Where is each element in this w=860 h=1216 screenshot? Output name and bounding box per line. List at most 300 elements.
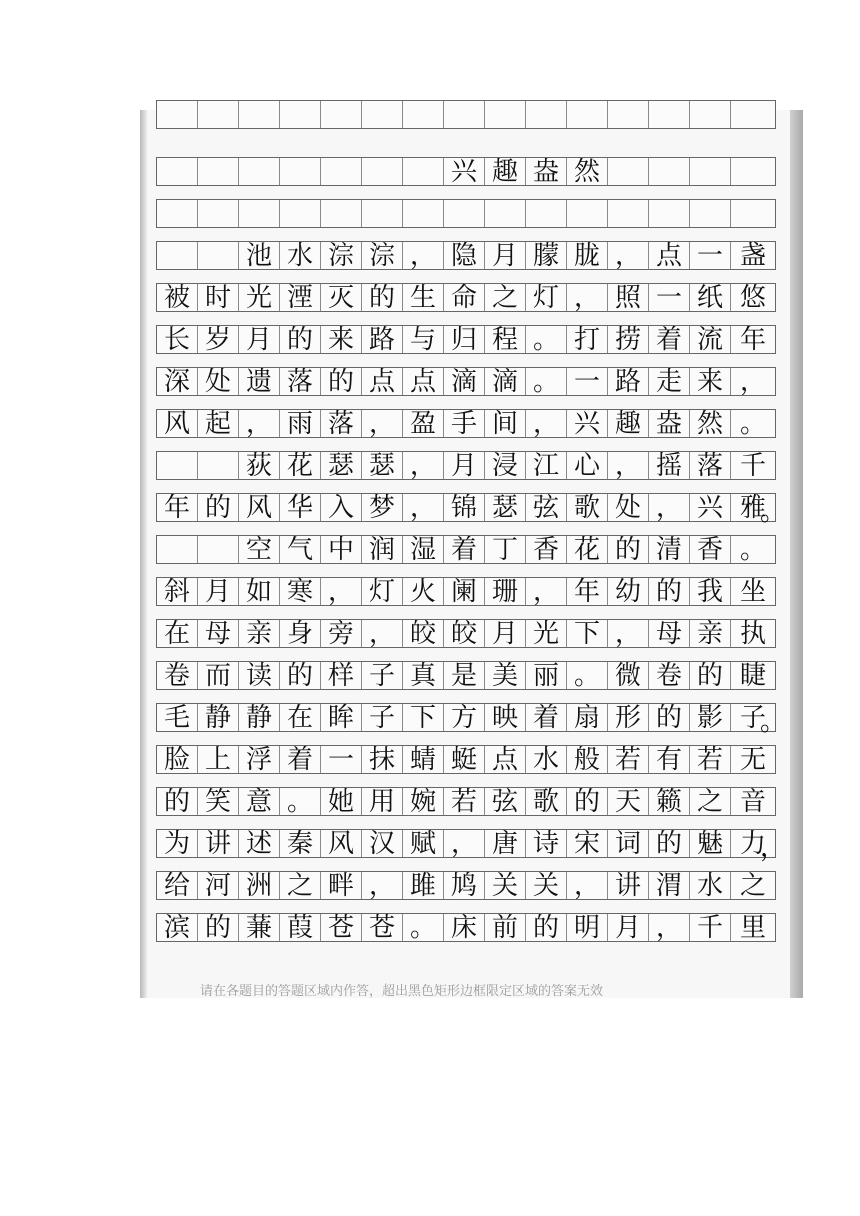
footer-notice-strip xyxy=(200,984,760,1000)
grid-cell: 光 xyxy=(526,620,567,647)
grid-row xyxy=(156,577,776,606)
grid-cell: 的 xyxy=(526,914,567,941)
grid-cell: 归 xyxy=(444,326,485,353)
grid-cell: 子 xyxy=(739,702,766,733)
grid-cell: 。 xyxy=(280,788,321,815)
grid-cell: ， xyxy=(321,578,362,605)
grid-cell: 年 xyxy=(739,324,766,355)
grid-cell: 之 xyxy=(690,788,731,815)
grid-cell: 微 xyxy=(608,662,649,689)
grid-cell xyxy=(157,536,198,563)
grid-cell xyxy=(731,200,775,227)
grid-cell: 上 xyxy=(198,746,239,773)
grid-cell: 江 xyxy=(526,452,567,479)
grid-cell: 雅 xyxy=(739,492,766,523)
grid-cell: 照 xyxy=(608,284,649,311)
grid-cell: 音 xyxy=(739,786,766,817)
sheet-right-edge xyxy=(790,110,803,998)
grid-cell xyxy=(403,101,444,128)
grid-cell: 兴 xyxy=(567,410,608,437)
grid-cell: 路 xyxy=(362,326,403,353)
grid-cell: 天 xyxy=(608,788,649,815)
grid-cell: 入 xyxy=(321,494,362,521)
grid-cell: 千 xyxy=(739,450,766,481)
grid-row xyxy=(156,619,776,648)
grid-cell: 下 xyxy=(403,704,444,731)
grid-row xyxy=(156,787,776,816)
grid-cell: 唐 xyxy=(485,830,526,857)
grid-cell: 花 xyxy=(567,536,608,563)
grid-cell: 月 xyxy=(239,326,280,353)
grid-cell xyxy=(608,101,649,128)
grid-cell: 样 xyxy=(321,662,362,689)
grid-cell xyxy=(321,200,362,227)
grid-cell: 为 xyxy=(157,830,198,857)
grid-cell: 年 xyxy=(567,578,608,605)
grid-cell: 执 xyxy=(739,618,766,649)
grid-cell: 纸 xyxy=(690,284,731,311)
grid-cell: 盎 xyxy=(526,158,567,185)
grid-cell: 香 xyxy=(690,536,731,563)
grid-cell: 的 xyxy=(690,662,731,689)
grid-cell: 皎 xyxy=(403,620,444,647)
grid-cell: 湮 xyxy=(280,284,321,311)
grid-cell: ， xyxy=(403,242,444,269)
grid-cell: 点 xyxy=(403,368,444,395)
grid-cell: 火 xyxy=(403,578,444,605)
grid-cell xyxy=(198,158,239,185)
grid-cell xyxy=(157,242,198,269)
grid-cell: 洲 xyxy=(239,872,280,899)
grid-cell: 淙 xyxy=(321,242,362,269)
grid-cell: 月 xyxy=(485,242,526,269)
grid-cell: 之 xyxy=(485,284,526,311)
grid-cell: 讲 xyxy=(608,872,649,899)
grid-cell: 苍 xyxy=(321,914,362,941)
grid-cell: 若 xyxy=(608,746,649,773)
grid-cell: 年 xyxy=(157,494,198,521)
grid-cell: 一 xyxy=(321,746,362,773)
grid-cell: 滴 xyxy=(485,368,526,395)
grid-cell: 影 xyxy=(690,704,731,731)
grid-cell: 苍 xyxy=(362,914,403,941)
grid-cell: 扇 xyxy=(567,704,608,731)
grid-cell: 灯 xyxy=(362,578,403,605)
grid-cell: 池 xyxy=(239,242,280,269)
grid-cell: 子 xyxy=(362,662,403,689)
grid-cell: 着 xyxy=(649,326,690,353)
grid-cell: 的 xyxy=(280,326,321,353)
grid-cell: 明 xyxy=(567,914,608,941)
grid-row xyxy=(156,871,776,900)
grid-cell: 的 xyxy=(362,284,403,311)
grid-cell: ， xyxy=(526,578,567,605)
grid-cell: ， xyxy=(567,284,608,311)
grid-cell: 。 xyxy=(403,914,444,941)
grid-cell: ， xyxy=(403,452,444,479)
grid-cell: 下 xyxy=(567,620,608,647)
grid-cell: 蒹 xyxy=(239,914,280,941)
grid-cell: 脸 xyxy=(157,746,198,773)
grid-cell: 风 xyxy=(157,410,198,437)
grid-cell: 水 xyxy=(280,242,321,269)
grid-cell: 胧 xyxy=(567,242,608,269)
grid-cell: 的 xyxy=(649,578,690,605)
grid-cell: 河 xyxy=(198,872,239,899)
grid-cell xyxy=(608,158,649,185)
grid-cell: 畔 xyxy=(321,872,362,899)
grid-cell: 盏 xyxy=(739,240,766,271)
grid-cell: 深 xyxy=(157,368,198,395)
grid-cell xyxy=(239,200,280,227)
grid-cell: 梦 xyxy=(362,494,403,521)
grid-cell xyxy=(444,101,485,128)
grid-cell: 隐 xyxy=(444,242,485,269)
grid-cell: 蜻 xyxy=(403,746,444,773)
grid-cell: 处 xyxy=(198,368,239,395)
grid-cell: 赋 xyxy=(403,830,444,857)
grid-cell: 光 xyxy=(239,284,280,311)
grid-cell: 湿 xyxy=(403,536,444,563)
grid-cell: 间 xyxy=(485,410,526,437)
grid-cell: 瑟 xyxy=(485,494,526,521)
grid-cell: 起 xyxy=(198,410,239,437)
grid-cell xyxy=(280,200,321,227)
grid-cell: 的 xyxy=(198,914,239,941)
grid-cell: 点 xyxy=(485,746,526,773)
grid-cell xyxy=(731,158,775,185)
grid-cell xyxy=(280,101,321,128)
grid-cell: 在 xyxy=(280,704,321,731)
grid-cell xyxy=(157,200,198,227)
grid-cell xyxy=(567,101,608,128)
grid-cell: 而 xyxy=(198,662,239,689)
grid-cell: 兴 xyxy=(690,494,731,521)
grid-cell: 述 xyxy=(239,830,280,857)
grid-cell xyxy=(239,101,280,128)
grid-cell: 魅 xyxy=(690,830,731,857)
grid-cell: 锦 xyxy=(444,494,485,521)
grid-cell: 弦 xyxy=(526,494,567,521)
grid-cell: 灭 xyxy=(321,284,362,311)
sheet-left-edge xyxy=(140,110,147,998)
grid-cell: 力 xyxy=(739,828,766,859)
grid-cell: 的 xyxy=(198,494,239,521)
grid-cell xyxy=(526,200,567,227)
grid-cell: 手 xyxy=(444,410,485,437)
grid-cell: 美 xyxy=(485,662,526,689)
grid-row xyxy=(156,451,776,480)
grid-cell: ， xyxy=(239,410,280,437)
grid-cell: 时 xyxy=(198,284,239,311)
grid-row xyxy=(156,703,776,732)
grid-cell: 里 xyxy=(739,912,766,943)
grid-cell: 身 xyxy=(280,620,321,647)
grid-cell xyxy=(157,452,198,479)
grid-cell: 落 xyxy=(321,410,362,437)
grid-cell: 空 xyxy=(239,536,280,563)
grid-cell: 映 xyxy=(485,704,526,731)
grid-cell: 秦 xyxy=(280,830,321,857)
grid-cell: 着 xyxy=(526,704,567,731)
grid-cell: 在 xyxy=(157,620,198,647)
grid-row xyxy=(156,913,776,942)
grid-cell: ， xyxy=(362,410,403,437)
grid-cell: 抹 xyxy=(362,746,403,773)
grid-cell: 中 xyxy=(321,536,362,563)
grid-cell: 捞 xyxy=(608,326,649,353)
margin-punctuation: 。 xyxy=(760,497,787,527)
grid-cell xyxy=(649,158,690,185)
grid-cell: 走 xyxy=(649,368,690,395)
grid-cell xyxy=(731,101,775,128)
grid-row xyxy=(156,157,776,186)
grid-cell xyxy=(362,200,403,227)
grid-cell xyxy=(280,158,321,185)
grid-cell: 盎 xyxy=(649,410,690,437)
grid-cell: 滴 xyxy=(444,368,485,395)
grid-cell: 之 xyxy=(280,872,321,899)
grid-cell: 华 xyxy=(280,494,321,521)
grid-cell: 静 xyxy=(198,704,239,731)
grid-cell: ， xyxy=(608,452,649,479)
grid-cell: 一 xyxy=(567,368,608,395)
grid-cell: 花 xyxy=(280,452,321,479)
grid-cell: 皎 xyxy=(444,620,485,647)
grid-cell: 的 xyxy=(649,704,690,731)
grid-cell xyxy=(690,101,731,128)
grid-cell: 葭 xyxy=(280,914,321,941)
grid-cell: 悠 xyxy=(739,282,766,313)
grid-cell: 命 xyxy=(444,284,485,311)
grid-cell: 若 xyxy=(444,788,485,815)
grid-cell: 给 xyxy=(157,872,198,899)
grid-cell xyxy=(567,200,608,227)
grid-cell: 若 xyxy=(690,746,731,773)
grid-cell xyxy=(690,200,731,227)
grid-row xyxy=(156,661,776,690)
grid-cell: 点 xyxy=(649,242,690,269)
grid-cell: 打 xyxy=(567,326,608,353)
grid-cell: 用 xyxy=(362,788,403,815)
grid-cell: 岁 xyxy=(198,326,239,353)
grid-cell: 。 xyxy=(739,408,766,439)
grid-cell: 盈 xyxy=(403,410,444,437)
grid-cell: 般 xyxy=(567,746,608,773)
grid-cell: 斜 xyxy=(157,578,198,605)
grid-row xyxy=(156,100,776,129)
grid-cell xyxy=(403,158,444,185)
grid-cell: 母 xyxy=(649,620,690,647)
grid-cell: 幼 xyxy=(608,578,649,605)
grid-cell: 浸 xyxy=(485,452,526,479)
grid-cell: ， xyxy=(608,620,649,647)
grid-cell: 读 xyxy=(239,662,280,689)
grid-cell: 。 xyxy=(526,368,567,395)
grid-cell: 的 xyxy=(321,368,362,395)
grid-cell xyxy=(526,101,567,128)
grid-cell: 婉 xyxy=(403,788,444,815)
grid-cell: 心 xyxy=(567,452,608,479)
composition-grid xyxy=(156,100,787,988)
grid-cell: 摇 xyxy=(649,452,690,479)
grid-cell: 弦 xyxy=(485,788,526,815)
grid-cell: 一 xyxy=(649,284,690,311)
grid-cell: 有 xyxy=(649,746,690,773)
grid-cell: 落 xyxy=(690,452,731,479)
grid-cell: 着 xyxy=(280,746,321,773)
grid-cell xyxy=(485,101,526,128)
grid-cell: ， xyxy=(567,872,608,899)
grid-cell: ， xyxy=(444,830,485,857)
grid-cell xyxy=(608,200,649,227)
grid-cell: 风 xyxy=(321,830,362,857)
grid-cell: 无 xyxy=(739,744,766,775)
grid-cell: 千 xyxy=(690,914,731,941)
grid-cell xyxy=(321,101,362,128)
grid-cell: 歌 xyxy=(526,788,567,815)
grid-cell xyxy=(362,101,403,128)
grid-cell xyxy=(198,452,239,479)
grid-cell: 路 xyxy=(608,368,649,395)
grid-cell: 丽 xyxy=(526,662,567,689)
grid-cell: 。 xyxy=(567,662,608,689)
grid-row xyxy=(156,283,776,312)
grid-cell: 亲 xyxy=(239,620,280,647)
grid-cell: 遗 xyxy=(239,368,280,395)
grid-cell: 坐 xyxy=(739,576,766,607)
grid-cell: 落 xyxy=(280,368,321,395)
grid-cell: 鸠 xyxy=(444,872,485,899)
grid-cell: 珊 xyxy=(485,578,526,605)
grid-cell: 母 xyxy=(198,620,239,647)
grid-cell: 关 xyxy=(485,872,526,899)
grid-cell: 的 xyxy=(649,830,690,857)
grid-cell: 趣 xyxy=(608,410,649,437)
grid-cell: 灯 xyxy=(526,284,567,311)
grid-row xyxy=(156,535,776,564)
grid-cell: 讲 xyxy=(198,830,239,857)
grid-cell xyxy=(198,200,239,227)
grid-cell: 然 xyxy=(567,158,608,185)
grid-cell: 她 xyxy=(321,788,362,815)
grid-cell: 着 xyxy=(444,536,485,563)
grid-cell: 。 xyxy=(739,534,766,565)
grid-cell: 生 xyxy=(403,284,444,311)
grid-cell: 的 xyxy=(157,788,198,815)
grid-cell: 之 xyxy=(739,870,766,901)
grid-cell: ， xyxy=(362,620,403,647)
grid-cell: 月 xyxy=(444,452,485,479)
grid-row xyxy=(156,325,776,354)
grid-cell xyxy=(362,158,403,185)
grid-cell: 月 xyxy=(198,578,239,605)
grid-cell: 毛 xyxy=(157,704,198,731)
grid-cell: 睫 xyxy=(739,660,766,691)
grid-cell: 词 xyxy=(608,830,649,857)
grid-cell: 寒 xyxy=(280,578,321,605)
grid-cell: 的 xyxy=(567,788,608,815)
grid-cell xyxy=(649,101,690,128)
grid-cell: 歌 xyxy=(567,494,608,521)
grid-cell: 淙 xyxy=(362,242,403,269)
grid-cell: 形 xyxy=(608,704,649,731)
grid-cell: 眸 xyxy=(321,704,362,731)
grid-cell: 趣 xyxy=(485,158,526,185)
grid-cell: 雎 xyxy=(403,872,444,899)
grid-cell: 朦 xyxy=(526,242,567,269)
grid-cell: 子 xyxy=(362,704,403,731)
grid-cell: 程 xyxy=(485,326,526,353)
grid-cell: 瑟 xyxy=(362,452,403,479)
grid-cell: 长 xyxy=(157,326,198,353)
grid-cell: 润 xyxy=(362,536,403,563)
grid-cell: 笑 xyxy=(198,788,239,815)
grid-cell: 汉 xyxy=(362,830,403,857)
grid-row xyxy=(156,241,776,270)
grid-cell xyxy=(198,536,239,563)
grid-row xyxy=(156,199,776,228)
grid-cell: 月 xyxy=(608,914,649,941)
grid-cell: 丁 xyxy=(485,536,526,563)
grid-cell: 关 xyxy=(526,872,567,899)
grid-cell: 意 xyxy=(239,788,280,815)
grid-cell: 是 xyxy=(444,662,485,689)
grid-cell: 渭 xyxy=(649,872,690,899)
grid-cell: 点 xyxy=(362,368,403,395)
grid-cell: 卷 xyxy=(157,662,198,689)
grid-cell: 旁 xyxy=(321,620,362,647)
grid-cell xyxy=(485,200,526,227)
grid-cell xyxy=(403,200,444,227)
grid-cell: 水 xyxy=(526,746,567,773)
grid-cell: ， xyxy=(526,410,567,437)
grid-cell xyxy=(649,200,690,227)
grid-cell: 流 xyxy=(690,326,731,353)
grid-row xyxy=(156,829,776,858)
grid-cell xyxy=(198,101,239,128)
grid-cell: 如 xyxy=(239,578,280,605)
grid-cell: 前 xyxy=(485,914,526,941)
grid-cell: 卷 xyxy=(649,662,690,689)
grid-cell: 清 xyxy=(649,536,690,563)
grid-cell: 亲 xyxy=(690,620,731,647)
margin-punctuation: ， xyxy=(760,833,787,863)
grid-cell: 月 xyxy=(485,620,526,647)
grid-cell: 我 xyxy=(690,578,731,605)
grid-row xyxy=(156,367,776,396)
grid-cell: 籁 xyxy=(649,788,690,815)
grid-cell: 床 xyxy=(444,914,485,941)
grid-cell xyxy=(690,158,731,185)
grid-cell xyxy=(239,158,280,185)
grid-cell: ， xyxy=(362,872,403,899)
grid-cell: 荻 xyxy=(239,452,280,479)
grid-cell: 兴 xyxy=(444,158,485,185)
grid-cell: 风 xyxy=(239,494,280,521)
grid-cell: 的 xyxy=(608,536,649,563)
grid-cell: 被 xyxy=(157,284,198,311)
grid-cell: ， xyxy=(608,242,649,269)
grid-cell: 处 xyxy=(608,494,649,521)
grid-cell xyxy=(198,242,239,269)
grid-cell: 气 xyxy=(280,536,321,563)
grid-cell: 。 xyxy=(526,326,567,353)
grid-cell: 的 xyxy=(280,662,321,689)
grid-cell: ， xyxy=(403,494,444,521)
grid-cell xyxy=(157,158,198,185)
grid-cell: 诗 xyxy=(526,830,567,857)
